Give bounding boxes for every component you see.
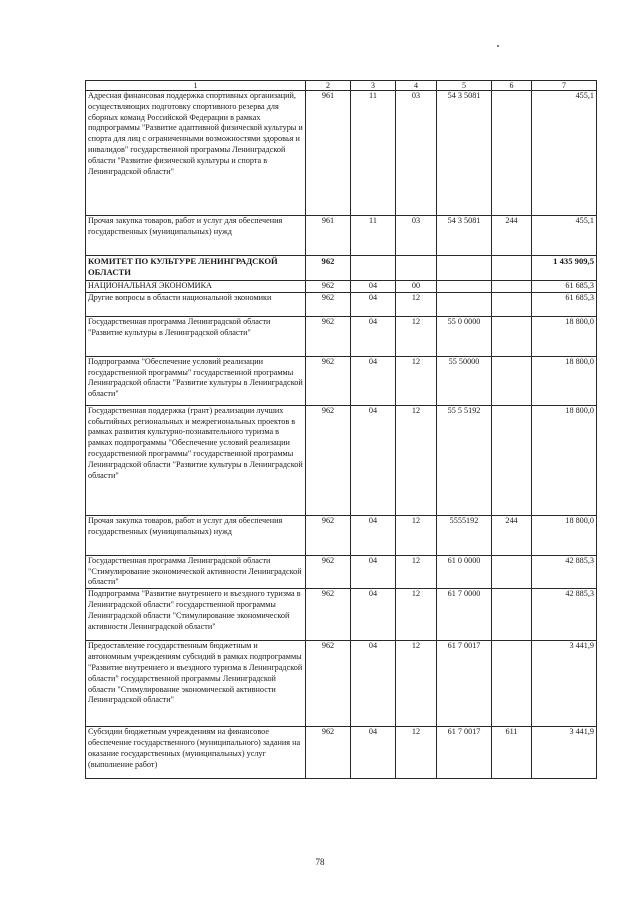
expense-type-code-cell (492, 256, 532, 281)
scan-speck (497, 45, 499, 47)
table-row (86, 256, 597, 281)
section-code-cell: 11 (351, 216, 396, 256)
expense-type-code-cell: 244 (492, 216, 532, 256)
subsection-code-cell: 12 (396, 405, 437, 515)
target-article-code-cell (437, 281, 492, 293)
admin-code-cell: 962 (306, 281, 351, 293)
column-header: 2 (306, 81, 351, 91)
section-code-cell: 04 (351, 281, 396, 293)
subsection-code-cell: 12 (396, 589, 437, 641)
section-code-cell: 04 (351, 727, 396, 779)
subsection-code-cell: 12 (396, 555, 437, 588)
target-article-code-cell (437, 256, 492, 281)
amount-cell: 18 800,0 (532, 515, 597, 555)
admin-code-cell: 962 (306, 515, 351, 555)
expense-type-code-cell: 244 (492, 515, 532, 555)
row-description: Предоставление государственным бюджетным и автономным учреждениям субсидий в рамках подпрограммы "Развитие внутреннего и въездного туризма в Ленинградской области" государственной программы Ленинградской области "Стимулирование экономической активности Ленинградской области" (86, 641, 306, 727)
amount-cell: 42 885,3 (532, 555, 597, 588)
budget-table (85, 80, 597, 779)
admin-code-cell: 962 (306, 256, 351, 281)
admin-code-cell: 961 (306, 91, 351, 216)
table-row (86, 641, 597, 727)
subsection-code-cell: 12 (396, 316, 437, 356)
admin-code-cell: 962 (306, 356, 351, 405)
page-number: 78 (315, 857, 325, 867)
section-code-cell: 04 (351, 356, 396, 405)
target-article-code-cell (437, 292, 492, 316)
target-article-code-cell: 54 3 5081 (437, 91, 492, 216)
table-row (86, 216, 597, 256)
subsection-code-cell: 12 (396, 727, 437, 779)
section-code-cell: 04 (351, 292, 396, 316)
column-header: 7 (532, 81, 597, 91)
row-description: Субсидии бюджетным учреждениям на финансовое обеспечение государственного (муниципального) задания на оказание государственных (муниципальных) услуг (выполнение работ) (86, 727, 306, 779)
subsection-code-cell: 00 (396, 281, 437, 293)
subsection-code-cell: 03 (396, 91, 437, 216)
subsection-code-cell (396, 256, 437, 281)
admin-code-cell: 961 (306, 216, 351, 256)
column-header: 5 (437, 81, 492, 91)
table-row (86, 281, 597, 293)
table-row (86, 589, 597, 641)
amount-cell: 42 885,3 (532, 589, 597, 641)
expense-type-code-cell (492, 555, 532, 588)
subsection-code-cell: 12 (396, 641, 437, 727)
section-code-cell: 04 (351, 589, 396, 641)
row-description: Государственная программа Ленинградской области "Развитие культуры в Ленинградской области" (86, 316, 306, 356)
row-description: Подпрограмма "Обеспечение условий реализации государственной программы" государственной программы Ленинградской области "Развитие культуры в Ленинградской области" (86, 356, 306, 405)
table-row (86, 515, 597, 555)
amount-cell: 1 435 909,5 (532, 256, 597, 281)
subsection-code-cell: 03 (396, 216, 437, 256)
admin-code-cell: 962 (306, 641, 351, 727)
expense-type-code-cell (492, 281, 532, 293)
expense-type-code-cell (492, 91, 532, 216)
admin-code-cell: 962 (306, 292, 351, 316)
column-header: 3 (351, 81, 396, 91)
expense-type-code-cell (492, 405, 532, 515)
table-row (86, 555, 597, 588)
section-code-cell: 04 (351, 316, 396, 356)
target-article-code-cell: 61 7 0017 (437, 727, 492, 779)
section-code-cell: 04 (351, 405, 396, 515)
target-article-code-cell: 55 50000 (437, 356, 492, 405)
column-header: 1 (86, 81, 306, 91)
subsection-code-cell: 12 (396, 292, 437, 316)
amount-cell: 61 685,3 (532, 281, 597, 293)
table-row (86, 405, 597, 515)
amount-cell: 3 441,9 (532, 641, 597, 727)
target-article-code-cell: 61 0 0000 (437, 555, 492, 588)
row-description: Подпрограмма "Развитие внутреннего и въездного туризма в Ленинградской области" государственной программы Ленинградской области "Стимулирование экономической активности Ленинградской области" (86, 589, 306, 641)
target-article-code-cell: 55 5 5192 (437, 405, 492, 515)
table-row (86, 727, 597, 779)
amount-cell: 455,1 (532, 91, 597, 216)
amount-cell: 18 800,0 (532, 405, 597, 515)
admin-code-cell: 962 (306, 405, 351, 515)
subsection-code-cell: 12 (396, 356, 437, 405)
column-header: 4 (396, 81, 437, 91)
section-code-cell (351, 256, 396, 281)
row-description: Прочая закупка товаров, работ и услуг для обеспечения государственных (муниципальных) нужд (86, 515, 306, 555)
expense-type-code-cell: 611 (492, 727, 532, 779)
admin-code-cell: 962 (306, 727, 351, 779)
section-code-cell: 04 (351, 555, 396, 588)
column-header: 6 (492, 81, 532, 91)
row-description: Другие вопросы в области национальной экономики (86, 292, 306, 316)
row-description: Адресная финансовая поддержка спортивных организаций, осуществляющих подготовку спортивного резерва для сборных команд Российской Федерации в рамках подпрограммы "Развитие адаптивной физической культуры и спорта для лиц с ограниченными возможностями здоровья и инвалидов" государственной программы Ленинградской области "Развитие физической культуры и спорта в Ленинградской области" (86, 91, 306, 216)
target-article-code-cell: 54 3 5081 (437, 216, 492, 256)
expense-type-code-cell (492, 356, 532, 405)
expense-type-code-cell (492, 292, 532, 316)
target-article-code-cell: 61 7 0000 (437, 589, 492, 641)
table-row (86, 292, 597, 316)
section-code-cell: 04 (351, 641, 396, 727)
admin-code-cell: 962 (306, 589, 351, 641)
row-description: Прочая закупка товаров, работ и услуг для обеспечения государственных (муниципальных) нужд (86, 216, 306, 256)
row-description: КОМИТЕТ ПО КУЛЬТУРЕ ЛЕНИНГРАДСКОЙ ОБЛАСТИ (86, 256, 306, 281)
amount-cell: 18 800,0 (532, 316, 597, 356)
section-code-cell: 04 (351, 515, 396, 555)
amount-cell: 455,1 (532, 216, 597, 256)
amount-cell: 3 441,9 (532, 727, 597, 779)
section-code-cell: 11 (351, 91, 396, 216)
table-body (86, 91, 597, 779)
table-header-row (86, 81, 597, 91)
target-article-code-cell: 55 0 0000 (437, 316, 492, 356)
target-article-code-cell: 61 7 0017 (437, 641, 492, 727)
amount-cell: 18 800,0 (532, 356, 597, 405)
expense-type-code-cell (492, 316, 532, 356)
amount-cell: 61 685,3 (532, 292, 597, 316)
expense-type-code-cell (492, 589, 532, 641)
admin-code-cell: 962 (306, 555, 351, 588)
row-description: Государственная поддержка (грант) реализации лучших событийных региональных и межрегиональных проектов в рамках развития культурно-познавательного туризма в рамках подпрограммы "Обеспечение условий реализации государственной программы" государственной программы Ленинградской области "Развитие культуры в Ленинградской области" (86, 405, 306, 515)
table-row (86, 91, 597, 216)
row-description: Государственная программа Ленинградской области "Стимулирование экономической активности Ленинградской области" (86, 555, 306, 588)
table-row (86, 356, 597, 405)
table-row (86, 316, 597, 356)
admin-code-cell: 962 (306, 316, 351, 356)
row-description: НАЦИОНАЛЬНАЯ ЭКОНОМИКА (86, 281, 306, 293)
target-article-code-cell: 5555192 (437, 515, 492, 555)
subsection-code-cell: 12 (396, 515, 437, 555)
expense-type-code-cell (492, 641, 532, 727)
